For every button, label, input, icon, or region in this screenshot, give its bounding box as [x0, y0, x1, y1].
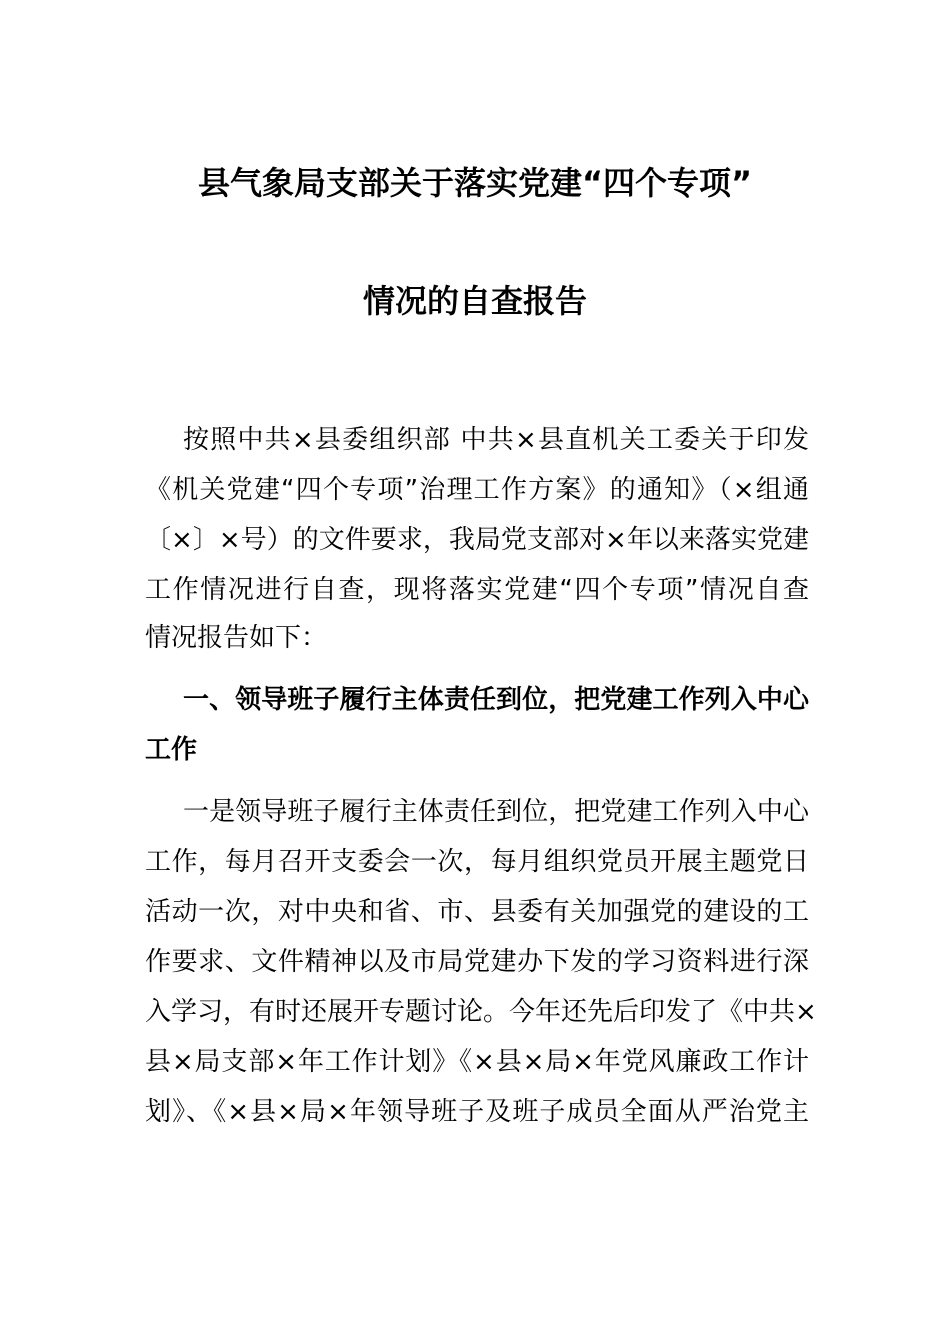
- section-body-line: 入学习，有时还展开专题讨论。今年还先后印发了《中共×: [145, 997, 817, 1027]
- intro-paragraph-line: 〔×〕×号）的文件要求，我局党支部对×年以来落实党建: [145, 525, 809, 555]
- intro-paragraph-line: 工作情况进行自查，现将落实党建“四个专项”情况自查: [145, 575, 809, 605]
- section-heading-line: 工作: [145, 735, 198, 765]
- section-body-line: 划》、《×县×局×年领导班子及班子成员全面从严治党主: [145, 1097, 809, 1127]
- section-heading-line: 一、领导班子履行主体责任到位，把党建工作列入中心: [183, 685, 809, 715]
- section-body-line: 作要求、文件精神以及市局党建办下发的学习资料进行深: [145, 947, 809, 977]
- section-body-line: 一是领导班子履行主体责任到位，把党建工作列入中心: [183, 797, 809, 827]
- document-title-line-1: 县气象局支部关于落实党建“四个专项”: [197, 164, 753, 202]
- document-title-line-2: 情况的自查报告: [362, 282, 587, 320]
- intro-paragraph-line: 按照中共×县委组织部 中共×县直机关工委关于印发: [183, 425, 809, 455]
- intro-paragraph-line: 《机关党建“四个专项”治理工作方案》的通知》（×组通: [145, 475, 809, 505]
- section-body-line: 活动一次，对中央和省、市、县委有关加强党的建设的工: [145, 897, 809, 927]
- intro-paragraph-line: 情况报告如下：: [145, 623, 328, 653]
- section-body-line: 工作，每月召开支委会一次，每月组织党员开展主题党日: [145, 847, 809, 877]
- section-body-line: 县×局支部×年工作计划》《×县×局×年党风廉政工作计: [145, 1047, 809, 1077]
